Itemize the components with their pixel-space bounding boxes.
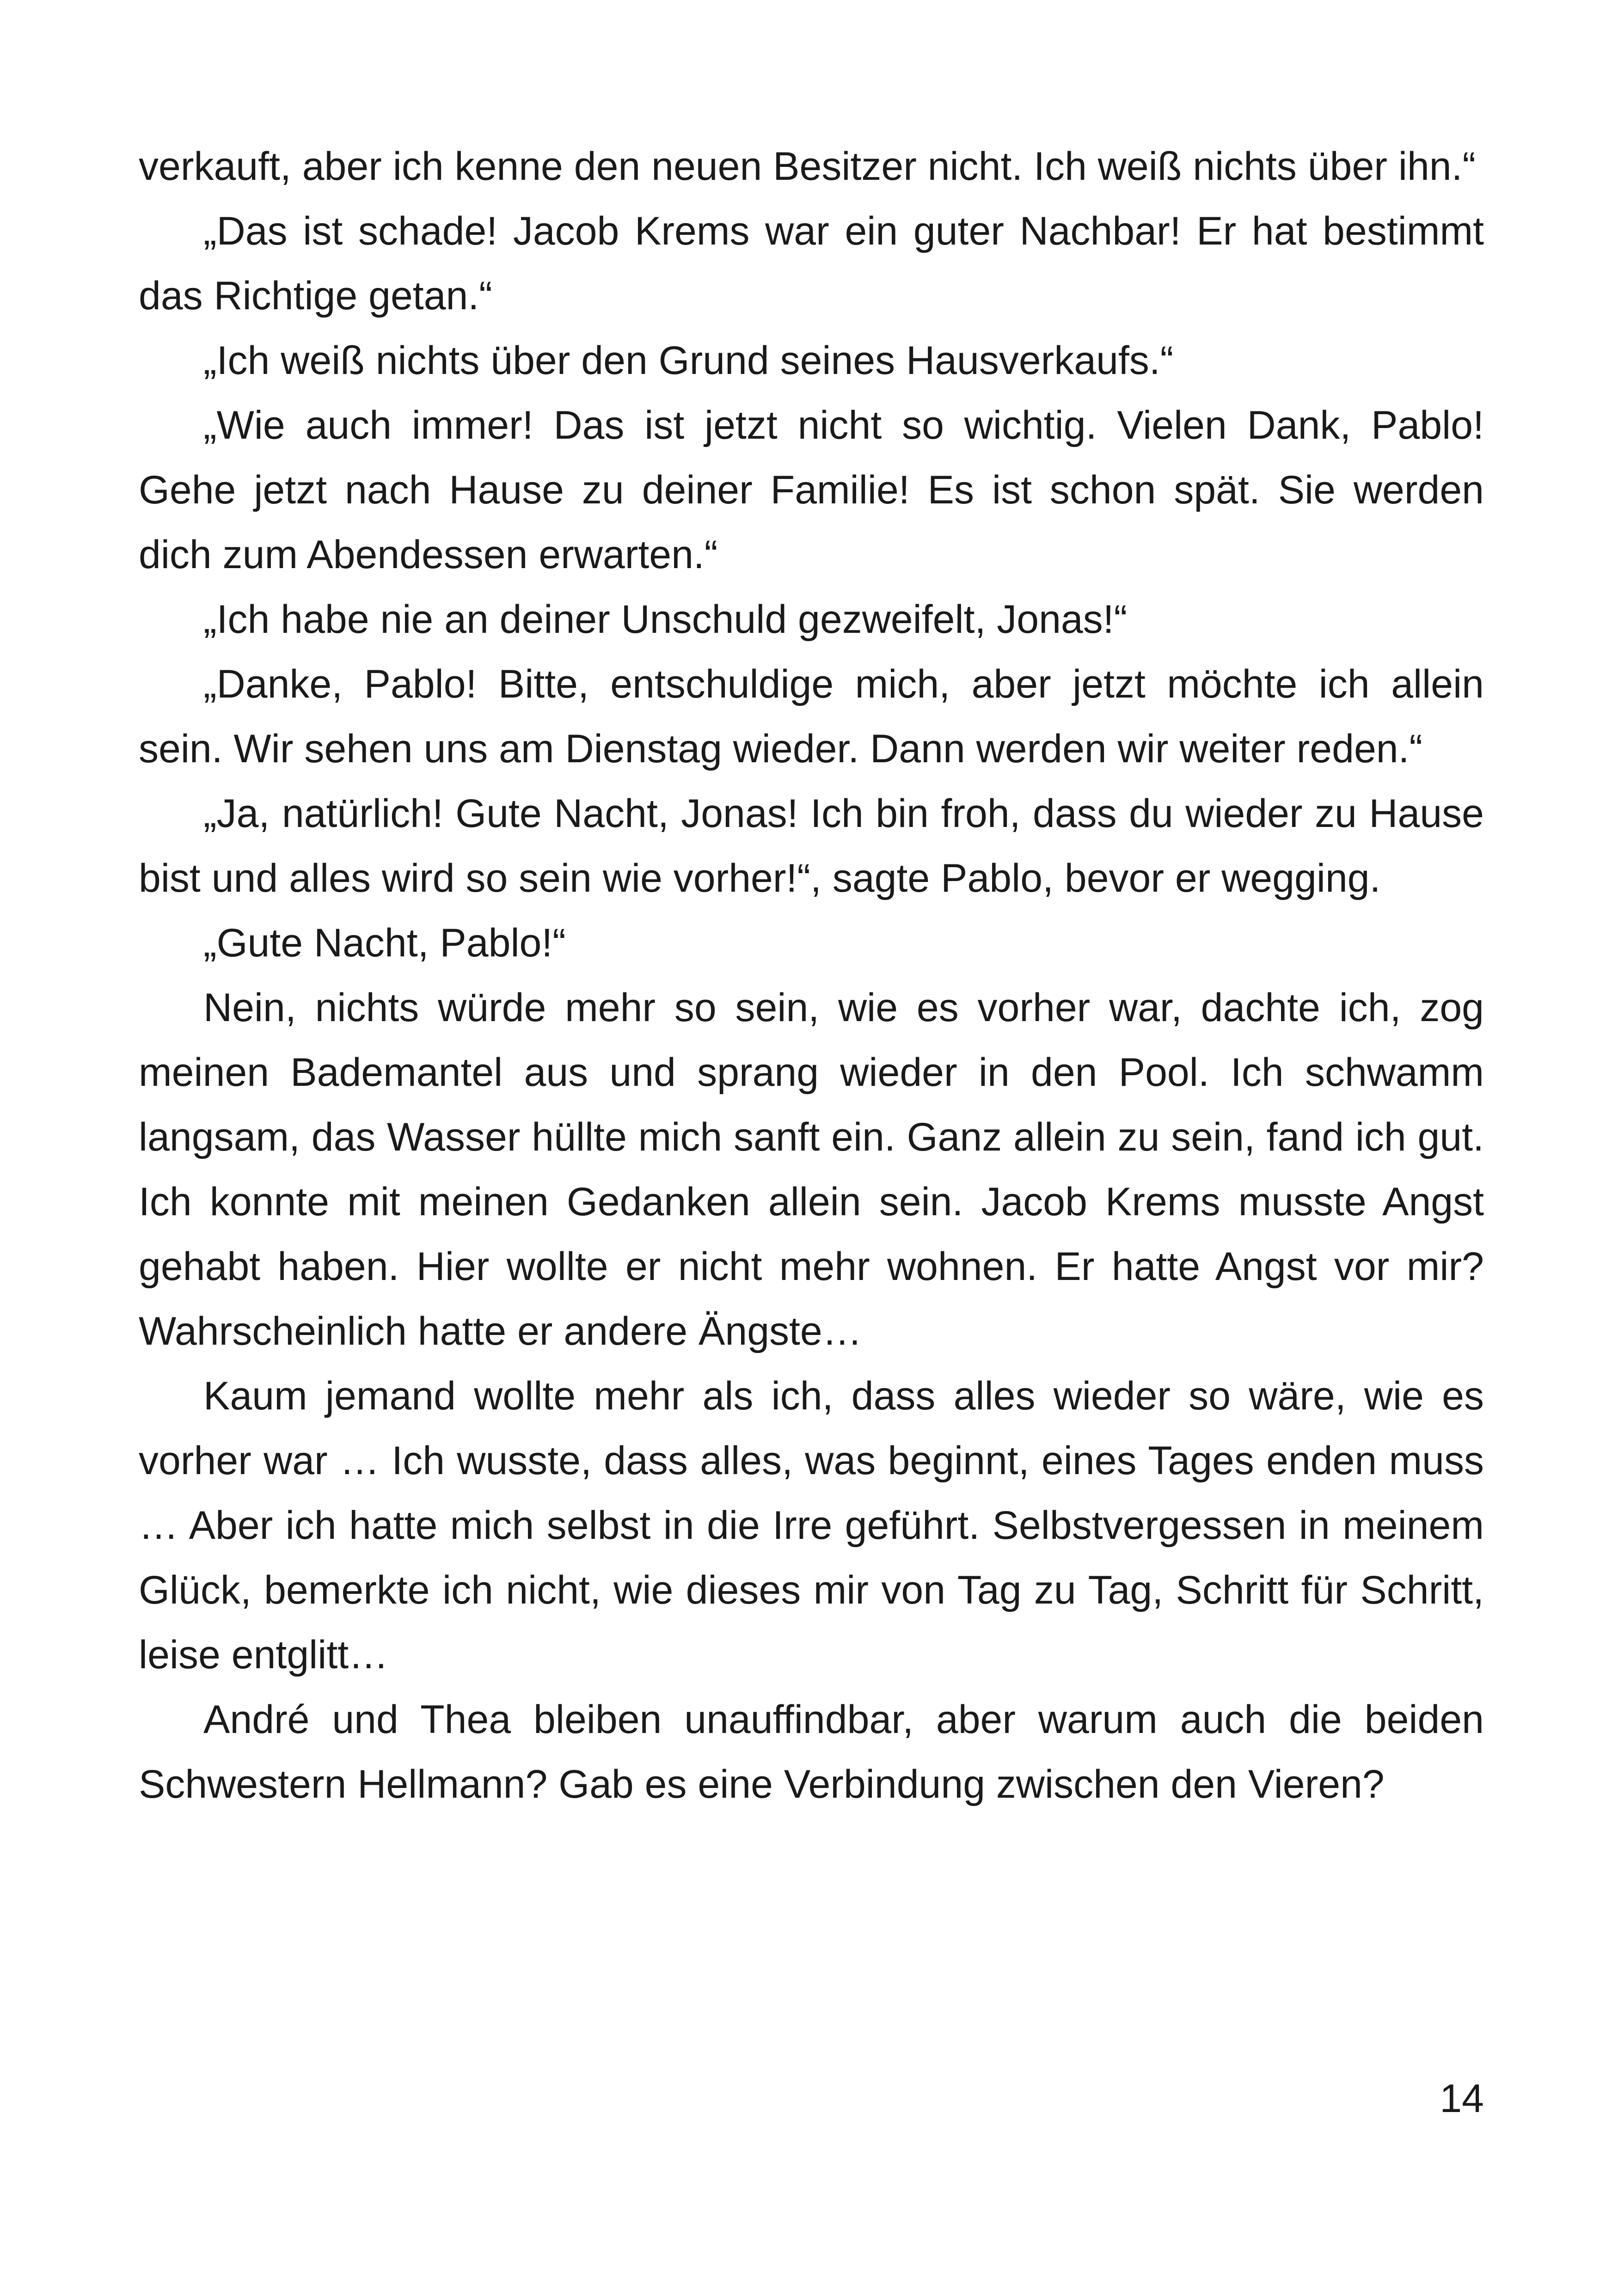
body-text: [139, 134, 1484, 1817]
paragraph: Kaum jemand wollte mehr als ich, dass alles wieder so wäre, wie es vorher war … Ich wusste, dass alles, was beginnt, eines Tages enden muss … Aber ich hatte mich selbst in die Irre geführt. Selbstvergessen in meinem Glück, bemerkte ich nicht, wie dieses mir von Tag zu Tag, Schritt für Schritt, leise entglitt…: [139, 1374, 1484, 1677]
paragraph: Nein, nichts würde mehr so sein, wie es vorher war, dachte ich, zog meinen Bademantel aus und sprang wieder in den Pool. Ich schwamm langsam, das Wasser hüllte mich sanft ein. Ganz allein zu sein, fand ich gut. Ich konnte mit meinen Gedanken allein sein. Jacob Krems musste Angst gehabt haben. Hier wollte er nicht mehr wohnen. Er hatte Angst vor mir? Wahrscheinlich hatte er andere Ängste…: [139, 986, 1484, 1353]
paragraph: André und Thea bleiben unauffindbar, aber warum auch die beiden Schwestern Hellmann? Gab es eine Verbindung zwischen den Vieren?: [139, 1697, 1484, 1806]
paragraph: „Ich weiß nichts über den Grund seines Hausverkaufs.“: [203, 338, 1174, 383]
paragraph: „Das ist schade! Jacob Krems war ein guter Nachbar! Er hat bestimmt das Richtige getan.“: [139, 209, 1484, 318]
paragraph: „Wie auch immer! Das ist jetzt nicht so wichtig. Vielen Dank, Pablo! Gehe jetzt nach Hause zu deiner Familie! Es ist schon spät. Sie werden dich zum Abendessen erwarten.“: [139, 403, 1484, 577]
page-number: 14: [1440, 2076, 1484, 2121]
paragraph: „Ja, natürlich! Gute Nacht, Jonas! Ich bin froh, dass du wieder zu Hause bist und alles wird so sein wie vorher!“, sagte Pablo, bevor er wegging.: [139, 791, 1484, 900]
book-page: [139, 0, 1484, 2296]
paragraph: „Danke, Pablo! Bitte, entschuldige mich, aber jetzt möchte ich allein sein. Wir sehen uns am Dienstag wieder. Dann werden wir weiter reden.“: [139, 662, 1484, 771]
paragraph: verkauft, aber ich kenne den neuen Besitzer nicht. Ich weiß nichts über ihn.“: [139, 144, 1476, 189]
paragraph: „Ich habe nie an deiner Unschuld gezweifelt, Jonas!“: [203, 597, 1128, 642]
paragraph: „Gute Nacht, Pablo!“: [203, 921, 566, 965]
